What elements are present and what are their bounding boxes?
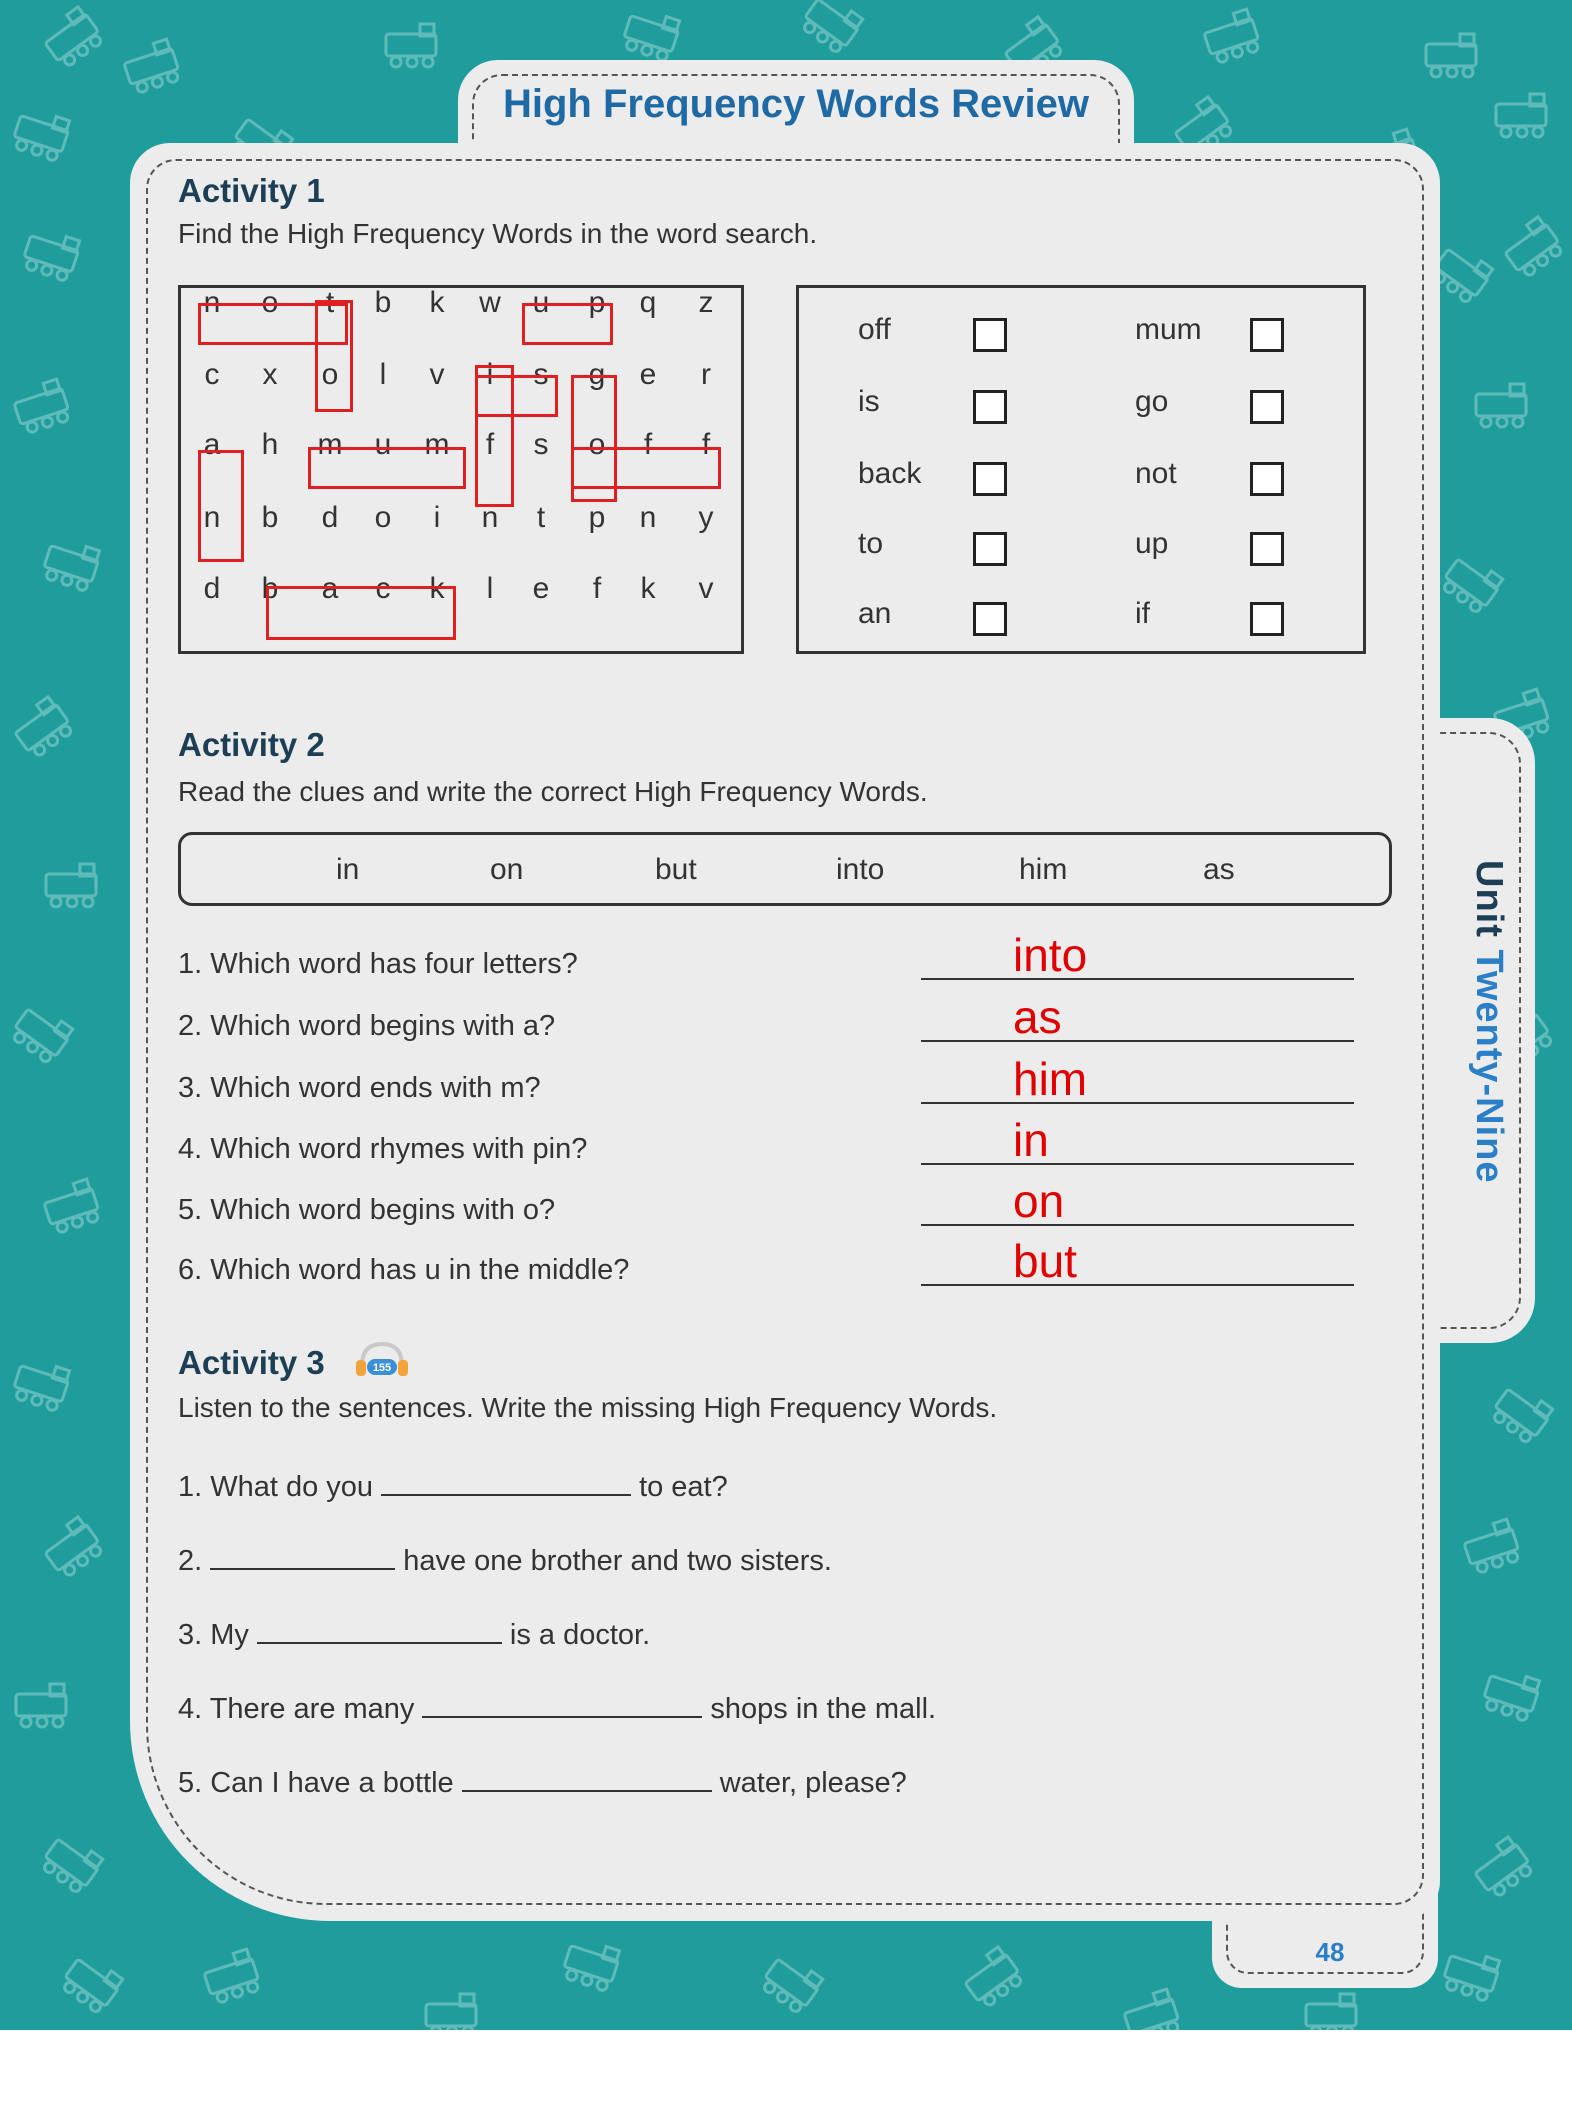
fill-in-sentence bbox=[178, 1542, 832, 1578]
grid-letter[interactable]: t bbox=[536, 501, 546, 534]
found-word-highlight bbox=[522, 303, 613, 345]
train-pattern-icon bbox=[1114, 1980, 1196, 2030]
handwritten-answer: as bbox=[1013, 991, 1062, 1043]
train-pattern-icon bbox=[1470, 380, 1540, 430]
grid-letter[interactable]: d bbox=[321, 501, 339, 534]
grid-letter[interactable]: b bbox=[374, 286, 392, 319]
grid-letter[interactable]: v bbox=[429, 358, 445, 391]
grid-letter[interactable]: m bbox=[424, 428, 450, 461]
sentence-start: 2. bbox=[178, 1545, 203, 1577]
train-pattern-icon bbox=[1300, 1990, 1370, 2030]
checklist-word: go bbox=[1135, 385, 1169, 418]
grid-letter[interactable]: t bbox=[325, 286, 335, 319]
unit-label bbox=[1450, 860, 1510, 1200]
checklist-word: to bbox=[858, 527, 884, 560]
train-pattern-icon bbox=[1462, 1824, 1548, 1906]
fill-in-sentence bbox=[178, 1764, 907, 1800]
clue-text: 1. Which word has four letters? bbox=[178, 948, 578, 980]
train-pattern-icon bbox=[34, 530, 116, 599]
grid-letter[interactable]: k bbox=[429, 286, 445, 319]
activity2-title: Activity 2 bbox=[178, 726, 325, 763]
train-pattern-icon bbox=[4, 370, 86, 439]
unit-label-number: Twenty-Nine bbox=[1468, 949, 1510, 1184]
grid-letter[interactable]: f bbox=[643, 428, 653, 461]
sentence-start: 3. My bbox=[178, 1619, 249, 1651]
train-pattern-icon bbox=[32, 1504, 118, 1586]
grid-letter[interactable]: l bbox=[486, 572, 494, 605]
checklist-word: not bbox=[1135, 457, 1177, 490]
grid-letter[interactable]: n bbox=[481, 501, 499, 534]
answer-line[interactable] bbox=[921, 1284, 1354, 1286]
sentence-end: have one brother and two sisters. bbox=[403, 1545, 832, 1577]
grid-letter[interactable]: d bbox=[203, 572, 221, 605]
answer-line[interactable] bbox=[921, 978, 1354, 980]
grid-letter[interactable]: n bbox=[203, 286, 221, 319]
checklist-word: an bbox=[858, 597, 892, 630]
checkbox[interactable] bbox=[1250, 602, 1284, 636]
grid-letter[interactable]: u bbox=[532, 286, 550, 319]
clue-text: 5. Which word begins with o? bbox=[178, 1194, 556, 1226]
checkbox[interactable] bbox=[1250, 318, 1284, 352]
handwritten-answer: in bbox=[1013, 1114, 1049, 1166]
checklist-word: is bbox=[858, 385, 880, 418]
train-pattern-icon bbox=[4, 1350, 86, 1419]
grid-letter[interactable]: r bbox=[701, 358, 711, 391]
train-pattern-icon bbox=[34, 1170, 116, 1239]
word-bank-item: but bbox=[655, 853, 697, 886]
audio-track-number: 155 bbox=[372, 1362, 392, 1374]
train-pattern-icon bbox=[1432, 544, 1518, 626]
answer-line[interactable] bbox=[921, 1040, 1354, 1042]
grid-letter[interactable]: n bbox=[203, 501, 221, 534]
grid-letter[interactable]: s bbox=[533, 358, 549, 391]
grid-letter[interactable]: v bbox=[698, 572, 714, 605]
checkbox[interactable] bbox=[1250, 532, 1284, 566]
grid-letter[interactable]: k bbox=[640, 572, 656, 605]
train-pattern-icon bbox=[1490, 90, 1560, 140]
page-number: 48 bbox=[1315, 1937, 1345, 1967]
grid-letter[interactable]: o bbox=[374, 501, 392, 534]
train-pattern-icon bbox=[554, 1930, 636, 1999]
word-bank-item: in bbox=[336, 853, 360, 886]
grid-letter[interactable]: c bbox=[375, 572, 391, 605]
train-pattern-icon bbox=[2, 684, 88, 766]
clue-text: 2. Which word begins with a? bbox=[178, 1010, 556, 1042]
grid-letter[interactable]: o bbox=[588, 428, 606, 461]
checkbox[interactable] bbox=[1250, 462, 1284, 496]
train-pattern-icon bbox=[952, 1934, 1038, 2016]
train-pattern-icon bbox=[194, 1940, 276, 2009]
grid-letter[interactable]: f bbox=[485, 428, 495, 461]
train-pattern-icon bbox=[4, 100, 86, 169]
sentence-end: water, please? bbox=[719, 1767, 907, 1799]
handwritten-answer: on bbox=[1013, 1175, 1065, 1227]
grid-letter[interactable]: a bbox=[321, 572, 339, 605]
checkbox[interactable] bbox=[973, 462, 1007, 496]
train-pattern-icon bbox=[32, 1824, 118, 1906]
grid-letter[interactable]: e bbox=[532, 572, 550, 605]
found-word-highlight bbox=[266, 586, 456, 640]
word-search-grid bbox=[178, 285, 744, 654]
grid-letter[interactable]: h bbox=[261, 428, 279, 461]
sentence-end: is a doctor. bbox=[509, 1619, 651, 1651]
grid-letter[interactable]: i bbox=[486, 358, 494, 391]
word-bank bbox=[178, 832, 1392, 906]
found-word-highlight bbox=[308, 447, 466, 489]
handwritten-answer: him bbox=[1013, 1053, 1088, 1105]
sentence-start: 4. There are many bbox=[178, 1693, 415, 1725]
grid-letter[interactable]: y bbox=[698, 501, 714, 534]
grid-letter[interactable]: f bbox=[592, 572, 602, 605]
checklist-word: back bbox=[858, 457, 922, 490]
found-word-highlight bbox=[315, 300, 353, 412]
fill-in-sentence bbox=[178, 1616, 650, 1652]
fill-in-sentence bbox=[178, 1690, 936, 1726]
checklist-word: up bbox=[1135, 527, 1169, 560]
audio-headset-icon[interactable] bbox=[352, 1340, 412, 1382]
train-pattern-icon bbox=[114, 30, 196, 99]
sentence-start: 5. Can I have a bottle bbox=[178, 1767, 454, 1799]
checkbox[interactable] bbox=[973, 390, 1007, 424]
found-word-highlight bbox=[198, 450, 244, 562]
train-pattern-icon bbox=[1474, 1660, 1556, 1729]
activity1-instruction: Find the High Frequency Words in the word search. bbox=[178, 218, 818, 249]
answer-line[interactable] bbox=[921, 1163, 1354, 1165]
grid-letter[interactable]: x bbox=[262, 358, 278, 391]
grid-letter[interactable]: b bbox=[261, 572, 279, 605]
grid-letter[interactable]: k bbox=[429, 572, 445, 605]
checkbox[interactable] bbox=[973, 602, 1007, 636]
train-pattern-icon bbox=[10, 1680, 80, 1730]
activity2-instruction: Read the clues and write the correct High Frequency Words. bbox=[178, 776, 928, 807]
clue-text: 6. Which word has u in the middle? bbox=[178, 1254, 630, 1286]
grid-letter[interactable]: q bbox=[639, 286, 657, 319]
grid-letter[interactable]: a bbox=[203, 428, 221, 461]
train-pattern-icon bbox=[420, 1990, 490, 2030]
grid-letter[interactable]: z bbox=[698, 286, 714, 319]
sentence-end: shops in the mall. bbox=[710, 1693, 937, 1725]
fill-in-sentence bbox=[178, 1468, 728, 1504]
train-pattern-icon bbox=[1454, 1510, 1536, 1579]
unit-label-prefix: Unit bbox=[1468, 860, 1510, 950]
grid-letter[interactable]: p bbox=[588, 501, 606, 534]
grid-letter[interactable]: e bbox=[639, 358, 657, 391]
train-pattern-icon bbox=[14, 220, 96, 289]
checkbox[interactable] bbox=[1250, 390, 1284, 424]
train-pattern-icon bbox=[32, 0, 118, 76]
train-pattern-icon bbox=[40, 860, 110, 910]
page-title: High Frequency Words Review bbox=[502, 82, 1090, 126]
grid-letter[interactable]: o bbox=[321, 358, 339, 391]
activity1-title: Activity 1 bbox=[178, 172, 325, 209]
train-pattern-icon bbox=[380, 20, 450, 70]
grid-letter[interactable]: o bbox=[261, 286, 279, 319]
train-pattern-icon bbox=[752, 1944, 838, 2026]
word-bank-item: him bbox=[1019, 853, 1068, 886]
train-pattern-icon bbox=[2, 994, 88, 1076]
activity3-title: Activity 3 bbox=[178, 1344, 325, 1381]
train-pattern-icon bbox=[1434, 1940, 1516, 2009]
grid-letter[interactable]: c bbox=[204, 358, 220, 391]
answer-blank[interactable] bbox=[462, 1764, 712, 1792]
train-pattern-icon bbox=[1482, 1374, 1568, 1456]
grid-letter[interactable]: u bbox=[374, 428, 392, 461]
grid-letter[interactable]: l bbox=[379, 358, 387, 391]
handwritten-answer: but bbox=[1013, 1235, 1077, 1287]
answer-blank[interactable] bbox=[381, 1468, 631, 1496]
word-checklist bbox=[796, 285, 1366, 654]
train-pattern-icon bbox=[792, 0, 878, 66]
activity3-instruction: Listen to the sentences. Write the missing High Frequency Words. bbox=[178, 1392, 998, 1423]
grid-letter[interactable]: n bbox=[639, 501, 657, 534]
train-pattern-icon bbox=[1420, 30, 1490, 80]
checklist-word: if bbox=[1135, 597, 1150, 630]
grid-letter[interactable]: m bbox=[317, 428, 343, 461]
answer-blank[interactable] bbox=[257, 1616, 502, 1644]
train-pattern-icon bbox=[1194, 0, 1276, 69]
grid-letter[interactable]: i bbox=[433, 501, 441, 534]
found-word-highlight bbox=[571, 447, 721, 489]
checklist-word: off bbox=[858, 313, 891, 346]
checkbox[interactable] bbox=[973, 318, 1007, 352]
answer-blank[interactable] bbox=[210, 1542, 395, 1570]
grid-letter[interactable]: f bbox=[701, 428, 711, 461]
word-bank-item: on bbox=[490, 853, 524, 886]
grid-letter[interactable]: s bbox=[533, 428, 549, 461]
sentence-end: to eat? bbox=[639, 1471, 728, 1503]
checkbox[interactable] bbox=[973, 532, 1007, 566]
clue-text: 4. Which word rhymes with pin? bbox=[178, 1133, 588, 1165]
handwritten-answer: into bbox=[1013, 929, 1088, 981]
answer-line[interactable] bbox=[921, 1102, 1354, 1104]
grid-letter[interactable]: p bbox=[588, 286, 606, 319]
answer-blank[interactable] bbox=[422, 1690, 702, 1718]
checklist-word: mum bbox=[1135, 313, 1202, 346]
word-bank-item: as bbox=[1203, 853, 1235, 886]
grid-letter[interactable]: g bbox=[588, 358, 606, 391]
word-bank-item: into bbox=[836, 853, 885, 886]
train-pattern-icon bbox=[52, 1944, 138, 2026]
grid-letter[interactable]: b bbox=[261, 501, 279, 534]
clue-text: 3. Which word ends with m? bbox=[178, 1072, 541, 1104]
grid-letter[interactable]: w bbox=[479, 286, 501, 319]
answer-line[interactable] bbox=[921, 1224, 1354, 1226]
found-word-highlight bbox=[475, 375, 558, 417]
sentence-start: 1. What do you bbox=[178, 1471, 374, 1503]
